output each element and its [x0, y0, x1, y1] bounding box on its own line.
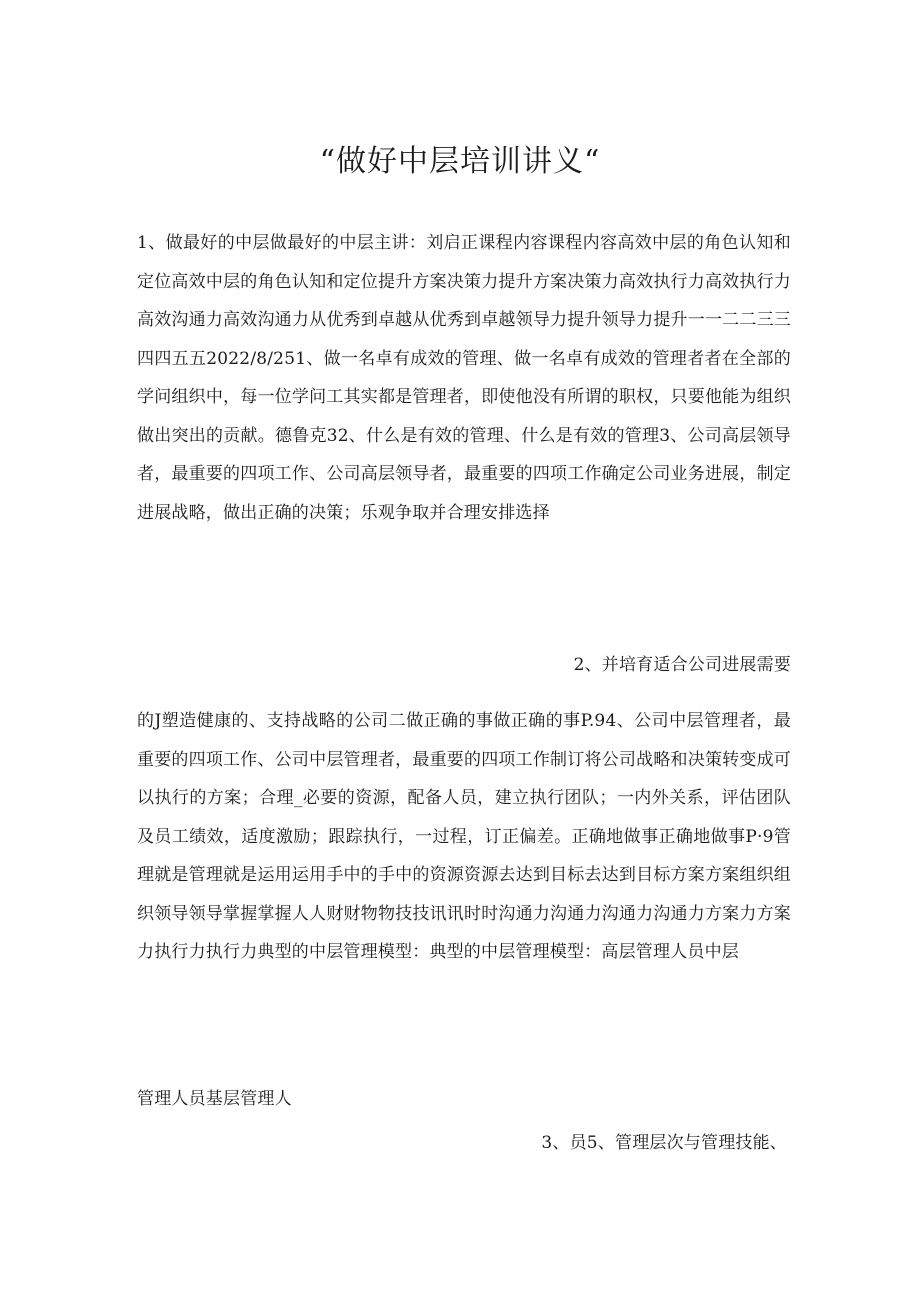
paragraph-2: 2、并培育适合公司进展需要 [573, 655, 791, 675]
paragraph-4: 管理人员基层管理人 [137, 1089, 292, 1109]
document-title: “做好中层培训讲义“ [319, 144, 601, 179]
paragraph-5: 3、员5、管理层次与管理技能、 [541, 1133, 787, 1153]
paragraph-3: 的J塑造健康的、支持战略的公司二做正确的事做正确的事P.94、公司中层管理者，最重要的四项工作、公司中层管理者，最重要的四项工作制订将公司战略和决策转变成可以执行的方案；合理_必要的资源，配备人员，建立执行团队；一内外关系，评估团队及员工绩效，适度激励；跟踪执行，一过程，订正偏差。正确地做事正确地做事P·9管理就是管理就是运用运用手中的手中的资源资源去达到目标去达到目标方案方案组织组织领导领导掌握掌握人人财财物物技技讯讯时时沟通力沟通力沟通力沟通力方案力方案力执行力执行力典型的中层管理模型：典型的中层管理模型：高层管理人员中层 [137, 711, 791, 962]
paragraph-1: 1、做最好的中层做最好的中层主讲：刘启正课程内容课程内容高效中层的角色认知和定位高效中层的角色认知和定位提升方案决策力提升方案决策力高效执行力高效执行力高效沟通力高效沟通力从优秀到卓越从优秀到卓越领导力提升领导力提升一一二二三三四四五五2022/8/251、做一名卓有成效的管理、做一名卓有成效的管理者者在全部的学问组织中，每一位学问工其实都是管理者，即使他没有所谓的职权，只要他能为组织做出突出的贡献。德鲁克32、什么是有效的管理、什么是有效的管理3、公司高层领导者，最重要的四项工作、公司高层领导者，最重要的四项工作确定公司业务进展，制定进展战略，做出正确的决策；乐观争取并合理安排选择 [137, 233, 791, 523]
